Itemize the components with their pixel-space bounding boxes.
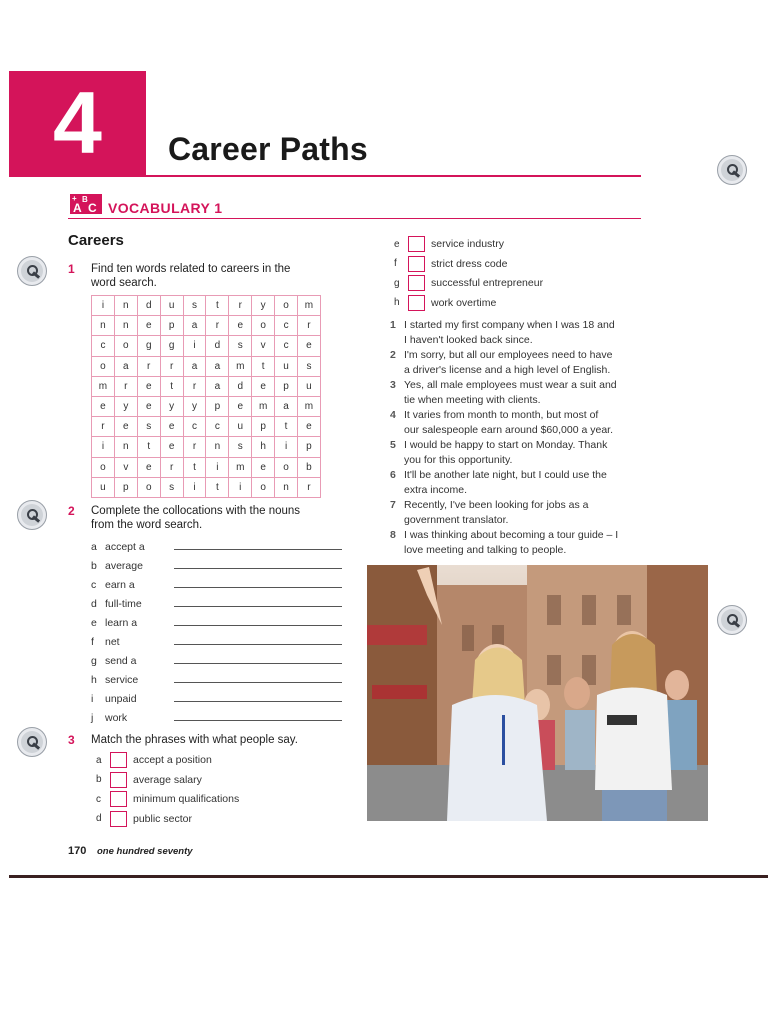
bottom-divider	[9, 875, 768, 878]
item-text: accept a	[105, 541, 145, 553]
item-text: service industry	[431, 237, 504, 250]
statement-text: It'll be another late night, but I could use the	[404, 469, 607, 481]
grid-cell[interactable]: t	[206, 477, 229, 497]
collocation-item	[91, 579, 135, 591]
grid-row	[92, 376, 321, 396]
grid-cell[interactable]: m	[92, 376, 115, 396]
grid-cell[interactable]: e	[160, 417, 183, 437]
grid-cell[interactable]: n	[114, 437, 137, 457]
grid-cell[interactable]: r	[298, 477, 321, 497]
grid-cell[interactable]: s	[298, 356, 321, 376]
answer-box[interactable]	[110, 791, 127, 807]
collocation-item	[91, 598, 142, 610]
grid-cell[interactable]: i	[183, 477, 206, 497]
grid-cell[interactable]: a	[183, 316, 206, 336]
title-divider	[146, 175, 641, 177]
item-letter: b	[96, 774, 102, 786]
word-search-grid	[91, 295, 321, 498]
grid-cell[interactable]: r	[160, 356, 183, 376]
statement	[390, 348, 650, 377]
grid-cell[interactable]: t	[252, 356, 275, 376]
statement-text: you for this opportunity.	[404, 453, 513, 466]
answer-box[interactable]	[408, 275, 425, 291]
grid-cell[interactable]: d	[206, 336, 229, 356]
grid-cell[interactable]: s	[183, 296, 206, 316]
answer-line[interactable]	[174, 701, 342, 702]
statement-text: It varies from month to month, but most of	[404, 409, 599, 421]
item-text: work	[105, 712, 128, 724]
item-text: minimum qualifications	[133, 792, 240, 805]
statement-text: I started my first company when I was 18 and	[404, 319, 615, 331]
item-text: full-time	[105, 598, 142, 610]
grid-row	[92, 336, 321, 356]
statement	[390, 408, 650, 437]
item-letter: g	[394, 277, 400, 289]
grid-cell[interactable]: i	[183, 336, 206, 356]
item-letter: h	[91, 674, 97, 686]
answer-line[interactable]	[174, 549, 342, 550]
grid-cell[interactable]: a	[275, 396, 298, 416]
grid-cell[interactable]: n	[114, 316, 137, 336]
item-text: service	[105, 674, 139, 686]
grid-cell[interactable]: i	[275, 437, 298, 457]
grid-cell[interactable]: e	[252, 457, 275, 477]
grid-row	[92, 457, 321, 477]
grid-cell[interactable]: r	[229, 296, 252, 316]
grid-cell[interactable]: t	[160, 376, 183, 396]
grid-cell[interactable]: m	[298, 296, 321, 316]
grid-cell[interactable]: y	[160, 396, 183, 416]
statement-text: tie when meeting with clients.	[404, 393, 541, 406]
grid-cell[interactable]: e	[137, 396, 160, 416]
item-letter: f	[91, 636, 94, 648]
grid-cell[interactable]: u	[160, 296, 183, 316]
exercise-1-number: 1	[68, 262, 75, 276]
page-title: Career Paths	[168, 131, 368, 167]
grid-cell[interactable]: u	[92, 477, 115, 497]
item-letter: j	[91, 712, 94, 724]
grid-cell[interactable]: b	[298, 457, 321, 477]
answer-box[interactable]	[408, 295, 425, 311]
grid-cell[interactable]: n	[206, 437, 229, 457]
collocation-item	[91, 617, 137, 629]
grid-cell[interactable]: a	[206, 356, 229, 376]
tour-guide-photo	[367, 565, 708, 821]
collocation-item	[91, 693, 137, 705]
answer-line[interactable]	[174, 682, 342, 683]
grid-row	[92, 296, 321, 316]
grid-cell[interactable]: g	[160, 336, 183, 356]
match-item	[394, 275, 543, 291]
grid-cell[interactable]: e	[252, 376, 275, 396]
answer-line[interactable]	[174, 720, 342, 721]
unit-number: 4	[53, 73, 102, 172]
exercise-2-number: 2	[68, 504, 75, 518]
grid-cell[interactable]: e	[229, 396, 252, 416]
grid-cell[interactable]: u	[275, 356, 298, 376]
grid-cell[interactable]: h	[252, 437, 275, 457]
grid-cell[interactable]: v	[252, 336, 275, 356]
item-letter: d	[96, 813, 102, 825]
item-letter: i	[91, 693, 94, 705]
grid-row	[92, 316, 321, 336]
answer-line[interactable]	[174, 568, 342, 569]
section-label: VOCABULARY 1	[108, 200, 223, 216]
key-icon[interactable]	[17, 727, 47, 757]
grid-cell[interactable]: t	[137, 437, 160, 457]
grid-cell[interactable]: e	[229, 316, 252, 336]
grid-cell[interactable]: n	[275, 477, 298, 497]
statement-text: Recently, I've been looking for jobs as a	[404, 499, 589, 511]
grid-cell[interactable]: p	[206, 396, 229, 416]
statement-text: our salespeople earn around $60,000 a year.	[404, 423, 613, 436]
grid-cell[interactable]: e	[137, 316, 160, 336]
grid-cell[interactable]: m	[229, 457, 252, 477]
grid-cell[interactable]: o	[275, 296, 298, 316]
answer-line[interactable]	[174, 663, 342, 664]
statement	[390, 498, 650, 527]
answer-line[interactable]	[174, 606, 342, 607]
grid-cell[interactable]: p	[160, 316, 183, 336]
grid-cell[interactable]: o	[137, 477, 160, 497]
item-letter: e	[394, 238, 400, 250]
grid-cell[interactable]: p	[252, 417, 275, 437]
grid-cell[interactable]: e	[137, 457, 160, 477]
grid-cell[interactable]: s	[229, 437, 252, 457]
grid-cell[interactable]: u	[229, 417, 252, 437]
grid-cell[interactable]: a	[183, 356, 206, 376]
statement-number: 3	[390, 379, 396, 391]
item-text: send a	[105, 655, 137, 667]
grid-cell[interactable]: e	[137, 376, 160, 396]
grid-cell[interactable]: d	[229, 376, 252, 396]
grid-cell[interactable]: r	[137, 356, 160, 376]
answer-box[interactable]	[110, 811, 127, 827]
grid-cell[interactable]: d	[137, 296, 160, 316]
answer-box[interactable]	[110, 752, 127, 768]
grid-cell[interactable]: y	[183, 396, 206, 416]
vocabulary-icon: + A B C	[70, 194, 102, 214]
match-item	[96, 791, 239, 807]
grid-cell[interactable]: o	[275, 457, 298, 477]
exercise-3-instructions: Match the phrases with what people say.	[91, 734, 298, 746]
collocation-item	[91, 560, 143, 572]
item-letter: a	[96, 754, 102, 766]
grid-cell[interactable]: t	[275, 417, 298, 437]
collocation-item	[91, 674, 138, 686]
item-text: successful entrepreneur	[431, 276, 544, 289]
grid-cell[interactable]: r	[114, 376, 137, 396]
statement-text: Yes, all male employees must wear a suit and	[404, 379, 617, 391]
grid-cell[interactable]: r	[92, 417, 115, 437]
statement	[390, 318, 650, 347]
answer-line[interactable]	[174, 625, 342, 626]
grid-cell[interactable]: p	[275, 376, 298, 396]
grid-cell[interactable]: s	[229, 336, 252, 356]
item-text: accept a position	[133, 753, 212, 766]
grid-row	[92, 396, 321, 416]
page-number-words: one hundred seventy	[97, 846, 193, 857]
statement	[390, 528, 650, 557]
statement-number: 5	[390, 439, 396, 451]
item-text: strict dress code	[431, 257, 508, 270]
grid-cell[interactable]: m	[298, 396, 321, 416]
grid-cell[interactable]: e	[298, 336, 321, 356]
grid-cell[interactable]: e	[160, 437, 183, 457]
grid-cell[interactable]: s	[160, 477, 183, 497]
grid-row	[92, 477, 321, 497]
grid-cell[interactable]: o	[92, 457, 115, 477]
grid-cell[interactable]: i	[92, 437, 115, 457]
statement	[390, 468, 650, 497]
item-letter: h	[394, 297, 400, 309]
grid-cell[interactable]: n	[92, 316, 115, 336]
grid-cell[interactable]: e	[114, 417, 137, 437]
grid-row	[92, 417, 321, 437]
exercise-3-number: 3	[68, 733, 75, 747]
grid-cell[interactable]: m	[252, 396, 275, 416]
grid-cell[interactable]: p	[298, 437, 321, 457]
answer-line[interactable]	[174, 587, 342, 588]
grid-cell[interactable]: t	[206, 296, 229, 316]
statement	[390, 438, 650, 467]
item-letter: a	[91, 541, 97, 553]
grid-cell[interactable]: n	[114, 296, 137, 316]
page-number: 170	[68, 845, 87, 857]
item-letter: c	[91, 579, 97, 591]
match-item	[96, 772, 202, 788]
collocation-item	[91, 541, 145, 553]
item-text: unpaid	[105, 693, 137, 705]
match-item	[96, 811, 192, 827]
item-text: public sector	[133, 812, 192, 825]
statement-number: 1	[390, 319, 396, 331]
grid-row	[92, 356, 321, 376]
grid-cell[interactable]: g	[137, 336, 160, 356]
grid-cell[interactable]: a	[206, 376, 229, 396]
statement-number: 4	[390, 409, 396, 421]
statement	[390, 378, 650, 407]
grid-cell[interactable]: r	[183, 376, 206, 396]
grid-cell[interactable]: e	[298, 417, 321, 437]
item-text: average	[105, 560, 143, 572]
grid-cell[interactable]: p	[114, 477, 137, 497]
match-item	[394, 256, 507, 272]
answer-line[interactable]	[174, 644, 342, 645]
grid-cell[interactable]: u	[298, 376, 321, 396]
statement-number: 7	[390, 499, 396, 511]
match-item	[394, 236, 504, 252]
grid-cell[interactable]: c	[92, 336, 115, 356]
grid-cell[interactable]: c	[206, 417, 229, 437]
grid-cell[interactable]: r	[298, 316, 321, 336]
statement-text: extra income.	[404, 483, 468, 496]
grid-cell[interactable]: y	[114, 396, 137, 416]
item-text: earn a	[105, 579, 135, 591]
key-icon[interactable]	[717, 605, 747, 635]
item-text: work overtime	[431, 296, 497, 309]
grid-cell[interactable]: i	[206, 457, 229, 477]
statement-number: 2	[390, 349, 396, 361]
item-letter: e	[91, 617, 97, 629]
exercise-2-instructions: Complete the collocations with the nouns from the word search.	[91, 505, 301, 531]
statement-text: a driver's license and a high level of English.	[404, 363, 611, 376]
item-letter: b	[91, 560, 97, 572]
grid-cell[interactable]: a	[114, 356, 137, 376]
exercise-1-instructions: Find ten words related to careers in the word search.	[91, 263, 291, 289]
answer-box[interactable]	[110, 772, 127, 788]
grid-cell[interactable]: o	[252, 477, 275, 497]
grid-cell[interactable]: o	[92, 356, 115, 376]
statement-text: I'm sorry, but all our employees need to have	[404, 349, 613, 361]
grid-cell[interactable]: s	[137, 417, 160, 437]
item-letter: g	[91, 655, 97, 667]
grid-cell[interactable]: o	[114, 336, 137, 356]
match-item	[394, 295, 496, 311]
item-letter: d	[91, 598, 97, 610]
statement-text: I was thinking about becoming a tour guide – I	[404, 529, 619, 541]
section-divider	[68, 218, 641, 219]
grid-cell[interactable]: r	[160, 457, 183, 477]
collocation-item	[91, 712, 127, 724]
grid-cell[interactable]: i	[92, 296, 115, 316]
grid-cell[interactable]: m	[229, 356, 252, 376]
grid-cell[interactable]: t	[183, 457, 206, 477]
key-icon[interactable]	[17, 500, 47, 530]
grid-cell[interactable]: o	[252, 316, 275, 336]
section-subtitle: Careers	[68, 232, 124, 249]
statement-text: government translator.	[404, 513, 509, 526]
statement-text: I would be happy to start on Monday. Thank	[404, 439, 608, 451]
answer-box[interactable]	[408, 236, 425, 252]
key-icon[interactable]	[717, 155, 747, 185]
collocation-item	[91, 655, 137, 667]
grid-cell[interactable]: r	[206, 316, 229, 336]
grid-cell[interactable]: v	[114, 457, 137, 477]
item-text: learn a	[105, 617, 138, 629]
match-item	[96, 752, 212, 768]
item-letter: f	[394, 258, 397, 270]
item-letter: c	[96, 793, 101, 805]
grid-cell[interactable]: c	[183, 417, 206, 437]
answer-box[interactable]	[408, 256, 425, 272]
statement-text: I haven't looked back since.	[404, 333, 533, 346]
grid-cell[interactable]: c	[275, 336, 298, 356]
statement-text: love meeting and talking to people.	[404, 543, 567, 556]
statement-number: 8	[390, 529, 396, 541]
grid-cell[interactable]: c	[275, 316, 298, 336]
grid-row	[92, 437, 321, 457]
key-icon[interactable]	[17, 256, 47, 286]
grid-cell[interactable]: e	[92, 396, 115, 416]
grid-cell[interactable]: y	[252, 296, 275, 316]
grid-cell[interactable]: i	[229, 477, 252, 497]
statement-number: 6	[390, 469, 396, 481]
item-text: net	[105, 636, 120, 648]
item-text: average salary	[133, 773, 202, 786]
grid-cell[interactable]: r	[183, 437, 206, 457]
collocation-item	[91, 636, 120, 648]
